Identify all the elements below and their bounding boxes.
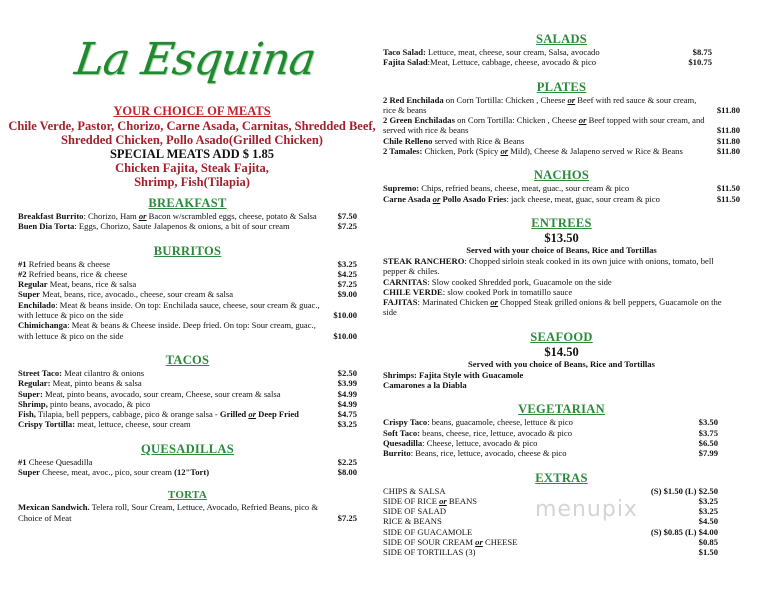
menu-item bbox=[383, 256, 740, 277]
section-heading: VEGETARIAN bbox=[518, 402, 605, 417]
meat-choices bbox=[0, 104, 384, 189]
item-text bbox=[18, 320, 333, 341]
item-price: $3.25 bbox=[337, 419, 357, 430]
item-text bbox=[383, 146, 717, 156]
item-price: $4.99 bbox=[337, 388, 357, 399]
menu-section-burritos bbox=[18, 244, 357, 341]
menu-item bbox=[18, 211, 357, 221]
menu-section-salads bbox=[383, 32, 740, 68]
item-price: $7.50 bbox=[337, 211, 357, 221]
menu-item bbox=[18, 389, 357, 399]
item-name: Super bbox=[18, 289, 40, 300]
item-description: Meat, pinto beans, avocado, sour cream, Cheese, sour cream & salsa bbox=[42, 388, 281, 399]
restaurant-logo: La Esquina bbox=[71, 34, 319, 85]
special-meats-line: Shrimp, Fish(Tilapia) bbox=[134, 175, 250, 189]
item-text bbox=[383, 115, 717, 136]
menu-item bbox=[383, 380, 740, 390]
menu-item bbox=[18, 368, 357, 378]
special-meats-line: Chicken Fajita, Steak Fajita, bbox=[115, 161, 269, 175]
item-price: $10.75 bbox=[688, 57, 712, 68]
meats-heading: YOUR CHOICE OF MEATS bbox=[113, 104, 271, 118]
section-heading: EXTRAS bbox=[535, 470, 588, 485]
item-name: Carne Asada or Pollo Asado Fries bbox=[383, 193, 507, 204]
section-heading: TACOS bbox=[165, 352, 210, 367]
menu-right-column bbox=[383, 32, 740, 570]
item-price: $4.75 bbox=[337, 409, 357, 420]
item-name: Chimichanga bbox=[18, 320, 68, 331]
menu-item bbox=[18, 419, 357, 429]
item-price: $3.99 bbox=[337, 378, 357, 389]
item-price: $8.00 bbox=[337, 467, 357, 478]
item-name: CHILE VERDE bbox=[383, 286, 443, 297]
item-description: : slow cooked Pork in tomatillo sauce bbox=[442, 286, 573, 297]
item-text bbox=[18, 457, 338, 467]
item-text bbox=[18, 269, 338, 279]
item-price: $3.25 bbox=[337, 258, 357, 269]
item-description: Cheese Quesadilla bbox=[26, 456, 93, 467]
item-description: SIDE OF SALAD bbox=[383, 506, 447, 517]
item-name: Breakfast Burrito bbox=[18, 211, 84, 221]
item-price: $3.25 bbox=[698, 495, 718, 506]
item-description: Refried beans & cheese bbox=[26, 258, 111, 269]
menu-item bbox=[383, 527, 740, 537]
item-description: served with Rice & Beans bbox=[432, 135, 525, 146]
item-text bbox=[18, 389, 338, 399]
item-description: Meat cilantro & onions bbox=[62, 367, 145, 378]
menu-item bbox=[18, 378, 357, 388]
item-name: #2 bbox=[18, 268, 27, 279]
section-heading: ENTREES bbox=[531, 215, 592, 230]
item-description: : Marinated Chicken or Chopped Steak grilled onions & bell peppers, Guacamole on the side bbox=[383, 297, 722, 318]
menu-item bbox=[383, 417, 740, 427]
item-text bbox=[18, 409, 338, 419]
item-name: Super bbox=[18, 467, 40, 478]
item-text bbox=[383, 57, 688, 67]
section-price: $13.50 bbox=[544, 230, 579, 245]
menu-item bbox=[383, 146, 740, 156]
item-price: $2.50 bbox=[337, 367, 357, 378]
item-extra: Grilled or Deep Fried bbox=[219, 409, 299, 420]
item-text bbox=[18, 259, 338, 269]
item-name: Super: bbox=[18, 388, 43, 399]
menu-item bbox=[383, 547, 740, 557]
item-description: : Meat & beans inside. On top: Enchilada sauce, cheese, sour cream & guac., with lettuce & pico on the side bbox=[18, 299, 320, 321]
menu-section-plates bbox=[383, 80, 740, 157]
item-price: $11.80 bbox=[716, 104, 740, 115]
item-text bbox=[383, 136, 717, 146]
item-price: $7.99 bbox=[698, 448, 718, 459]
menu-item bbox=[18, 399, 357, 409]
section-note: Served with your choice of Beans, Rice and Tortillas bbox=[466, 244, 657, 255]
special-meats-heading: SPECIAL MEATS ADD $ 1.85 bbox=[109, 147, 275, 161]
item-description: on Corn Tortilla: Chicken , Cheese or Beef topped with sour cream, and served with rice & beans bbox=[383, 115, 705, 136]
item-name: CARNITAS bbox=[383, 276, 428, 287]
item-description: meat, lettuce, cheese, sour cream bbox=[75, 419, 191, 430]
menu-section-torta bbox=[18, 489, 357, 523]
item-name: Taco Salad: bbox=[383, 47, 426, 57]
item-description: : jack cheese, meat, guac, sour cream & pico bbox=[506, 193, 660, 204]
item-text bbox=[383, 277, 740, 287]
item-description: : Chorizo, Ham or Bacon w/scrambled eggs, cheese, potato & Salsa bbox=[83, 211, 317, 221]
item-description: Meat, pinto beans & salsa bbox=[50, 378, 142, 389]
menu-left-column bbox=[18, 196, 357, 535]
item-price: $1.50 bbox=[698, 547, 718, 558]
item-name: FAJITAS bbox=[383, 297, 418, 308]
menu-section-tacos bbox=[18, 353, 357, 430]
item-text bbox=[383, 380, 740, 390]
item-description: : Eggs, Chorizo, Saute Jalapenos & onions, a bit of sour cream bbox=[74, 221, 290, 232]
menu-item bbox=[18, 300, 357, 321]
item-name: Mexican Sandwich. bbox=[18, 502, 90, 513]
item-description: : Chopped sirloin steak cooked in its own juice with onions, tomato, bell pepper & chiles. bbox=[383, 255, 714, 277]
item-description: Chips, refried beans, cheese, meat, guac., sour cream & pico bbox=[419, 183, 630, 194]
item-text bbox=[18, 378, 338, 388]
item-price: $4.99 bbox=[337, 398, 357, 409]
item-description: : beans, guacamole, cheese, lettuce & pico bbox=[427, 417, 573, 428]
item-price: $3.50 bbox=[698, 417, 718, 428]
item-text bbox=[18, 289, 338, 299]
section-heading: BURRITOS bbox=[153, 243, 222, 258]
section-heading: SEAFOOD bbox=[530, 329, 593, 344]
meats-line: Shredded Chicken, Pollo Asado(Grilled Chicken) bbox=[61, 133, 323, 147]
menu-item bbox=[18, 467, 357, 477]
menu-item bbox=[18, 289, 357, 299]
item-text bbox=[383, 537, 699, 547]
item-price: $11.50 bbox=[716, 183, 740, 194]
section-note: Served with you choice of Beans, Rice and Tortillas bbox=[468, 358, 655, 369]
item-name: Supremo: bbox=[383, 183, 420, 194]
item-text bbox=[18, 399, 338, 409]
item-name: #1 bbox=[18, 456, 27, 467]
item-price: $3.25 bbox=[698, 506, 718, 517]
section-heading: NACHOS bbox=[533, 168, 590, 183]
menu-item bbox=[383, 194, 740, 204]
item-text bbox=[18, 221, 338, 231]
watermark: menupix bbox=[535, 497, 638, 522]
menu-section-entrees bbox=[383, 216, 740, 318]
menu-item bbox=[18, 502, 357, 523]
item-name: Shrimps: Fajita Style with Guacamole bbox=[383, 369, 524, 380]
item-text bbox=[383, 47, 693, 57]
menu-item bbox=[383, 297, 740, 318]
menu-item bbox=[383, 95, 740, 116]
item-description: SIDE OF RICE or BEANS bbox=[383, 495, 478, 506]
item-name: Soft Taco: bbox=[383, 427, 421, 438]
item-price: $10.00 bbox=[333, 330, 357, 341]
item-description: Lettuce, meat, cheese, sour cream, Salsa, avocado bbox=[425, 47, 600, 57]
item-name: Crispy Tortilla: bbox=[18, 419, 76, 430]
item-price: $11.80 bbox=[716, 135, 740, 146]
item-text bbox=[383, 194, 717, 204]
item-price: (S) $1.50 (L) $2.50 bbox=[650, 485, 718, 496]
menu-item bbox=[383, 438, 740, 448]
item-description: Cheese, meat, avoc., pico, sour cream bbox=[39, 467, 175, 478]
item-name: Street Taco: bbox=[18, 367, 62, 378]
menu-item bbox=[383, 57, 740, 67]
item-description: : Meat & beans & Cheese inside. Deep fried. On top: Sour cream, guac., with lettuce & pico on the side bbox=[18, 320, 316, 341]
menu-section-vegetarian bbox=[383, 402, 740, 458]
item-name: Burrito bbox=[383, 448, 411, 459]
menu-item bbox=[383, 537, 740, 547]
item-price: $7.25 bbox=[337, 221, 357, 232]
item-price: $11.80 bbox=[716, 146, 740, 157]
menu-item bbox=[18, 320, 357, 341]
menu-item bbox=[383, 428, 740, 438]
item-description: : Beans, rice, lettuce, avocado, cheese & pico bbox=[410, 448, 567, 459]
item-name: Regular bbox=[18, 279, 48, 290]
item-text bbox=[18, 368, 338, 378]
item-price: (S) $0.85 (L) $4.00 bbox=[650, 526, 718, 537]
item-name: STEAK RANCHERO bbox=[383, 255, 465, 266]
menu-item bbox=[18, 409, 357, 419]
item-description: beans, cheese, rice, lettuce, avocado & pico bbox=[420, 427, 573, 438]
menu-item bbox=[383, 448, 740, 458]
item-name: Regular: bbox=[18, 378, 51, 389]
section-heading: SALADS bbox=[535, 32, 588, 46]
menu-section-nachos bbox=[383, 168, 740, 204]
menu-item bbox=[383, 183, 740, 193]
item-text bbox=[383, 417, 699, 427]
item-price: $0.85 bbox=[698, 537, 718, 548]
item-description: : Cheese, lettuce, avocado & pico bbox=[422, 437, 538, 448]
item-name: Enchilado bbox=[18, 299, 56, 310]
item-description: Tilapia, bell peppers, cabbage, pico & orange salsa - bbox=[35, 409, 220, 420]
item-price: $4.25 bbox=[337, 268, 357, 279]
item-price: $6.50 bbox=[698, 437, 718, 448]
item-extra: (12"Tort) bbox=[174, 467, 210, 478]
item-text bbox=[383, 370, 740, 380]
section-heading: QUESADILLAS bbox=[141, 441, 234, 456]
menu-section-breakfast bbox=[18, 196, 357, 232]
item-price: $7.25 bbox=[337, 512, 357, 523]
item-text bbox=[383, 297, 740, 318]
item-text bbox=[383, 547, 699, 557]
item-price: $11.80 bbox=[716, 125, 740, 136]
item-price: $10.00 bbox=[333, 310, 357, 321]
item-description: CHIPS & SALSA bbox=[383, 485, 446, 496]
item-description: Telera roll, Sour Cream, Lettuce, Avocado, Refried Beans, pico & Choice of Meat bbox=[18, 502, 319, 523]
item-price: $9.00 bbox=[337, 289, 357, 300]
section-price: $14.50 bbox=[544, 344, 579, 359]
menu-item bbox=[18, 279, 357, 289]
item-price: $4.50 bbox=[698, 516, 718, 527]
item-text bbox=[383, 256, 740, 277]
item-price: $8.75 bbox=[692, 47, 712, 57]
item-text bbox=[383, 428, 699, 438]
menu-item bbox=[18, 457, 357, 467]
menu-item bbox=[18, 221, 357, 231]
section-heading: PLATES bbox=[536, 79, 587, 94]
item-description: on Corn Tortilla: Chicken , Cheese or Beef with red sauce & sour cream, rice & beans bbox=[383, 94, 697, 115]
item-description: : Slow cooked Shredded pork, Guacamole on the side bbox=[427, 276, 612, 287]
menu-section-seafood bbox=[383, 330, 740, 391]
item-text bbox=[18, 467, 338, 477]
item-name: Chile Relleno bbox=[383, 135, 433, 146]
item-text bbox=[383, 527, 651, 537]
item-text bbox=[18, 502, 338, 523]
item-description: Meat, beans, rice & salsa bbox=[47, 279, 137, 290]
item-name: 2 Red Enchilada bbox=[383, 94, 444, 105]
item-description: Meat, beans, rice, avocado., cheese, sour cream & salsa bbox=[39, 289, 234, 300]
item-name: Fajita Salad bbox=[383, 57, 428, 68]
item-description: RICE & BEANS bbox=[383, 516, 442, 527]
menu-item bbox=[383, 277, 740, 287]
item-text bbox=[383, 287, 740, 297]
item-description: :Meat, Lettuce, cabbage, cheese, avocado & pico bbox=[427, 57, 597, 68]
item-price: $7.25 bbox=[337, 279, 357, 290]
item-text bbox=[18, 279, 338, 289]
menu-item bbox=[383, 486, 740, 496]
item-name: Camarones a la Diabla bbox=[383, 380, 467, 391]
item-name: Buen Dia Torta bbox=[18, 221, 75, 232]
item-description: SIDE OF TORTILLAS (3) bbox=[383, 547, 476, 558]
item-name: Fish, bbox=[18, 409, 36, 420]
item-name: Quesadilla bbox=[383, 437, 423, 448]
item-text bbox=[383, 448, 699, 458]
menu-item bbox=[383, 370, 740, 380]
item-text bbox=[18, 419, 338, 429]
item-description: SIDE OF GUACAMOLE bbox=[383, 526, 473, 537]
section-heading: TORTA bbox=[167, 489, 208, 502]
item-text bbox=[383, 438, 699, 448]
item-text bbox=[18, 300, 333, 321]
menu-item bbox=[383, 47, 740, 57]
menu-item bbox=[18, 269, 357, 279]
menu-item bbox=[383, 115, 740, 136]
item-name: 2 Tamales: bbox=[383, 146, 423, 157]
meats-line: Chile Verde, Pastor, Chorizo, Carne Asada, Carnitas, Shredded Beef, bbox=[8, 119, 376, 133]
menu-item bbox=[383, 136, 740, 146]
item-text bbox=[383, 95, 717, 116]
item-text bbox=[383, 486, 651, 496]
item-description: pinto beans, avocado, & pico bbox=[47, 398, 151, 409]
menu-item bbox=[18, 259, 357, 269]
menu-section-quesadillas bbox=[18, 442, 357, 478]
item-price: $3.75 bbox=[698, 427, 718, 438]
item-description: SIDE OF SOUR CREAM or CHEESE bbox=[383, 537, 518, 548]
item-name: 2 Green Enchiladas bbox=[383, 115, 455, 126]
item-name: #1 bbox=[18, 258, 27, 269]
item-price: $2.25 bbox=[337, 456, 357, 467]
item-text bbox=[18, 211, 338, 221]
menu-item bbox=[383, 287, 740, 297]
item-description: Chicken, Pork (Spicy or Mild), Cheese & Jalapeno served w Rice & Beans bbox=[422, 146, 683, 157]
item-text bbox=[383, 183, 717, 193]
section-heading: BREAKFAST bbox=[148, 196, 227, 210]
item-name: Crispy Taco bbox=[383, 417, 428, 428]
item-name: Shrimp, bbox=[18, 398, 48, 409]
item-price: $11.50 bbox=[716, 193, 740, 204]
item-description: Refried beans, rice & cheese bbox=[26, 268, 128, 279]
